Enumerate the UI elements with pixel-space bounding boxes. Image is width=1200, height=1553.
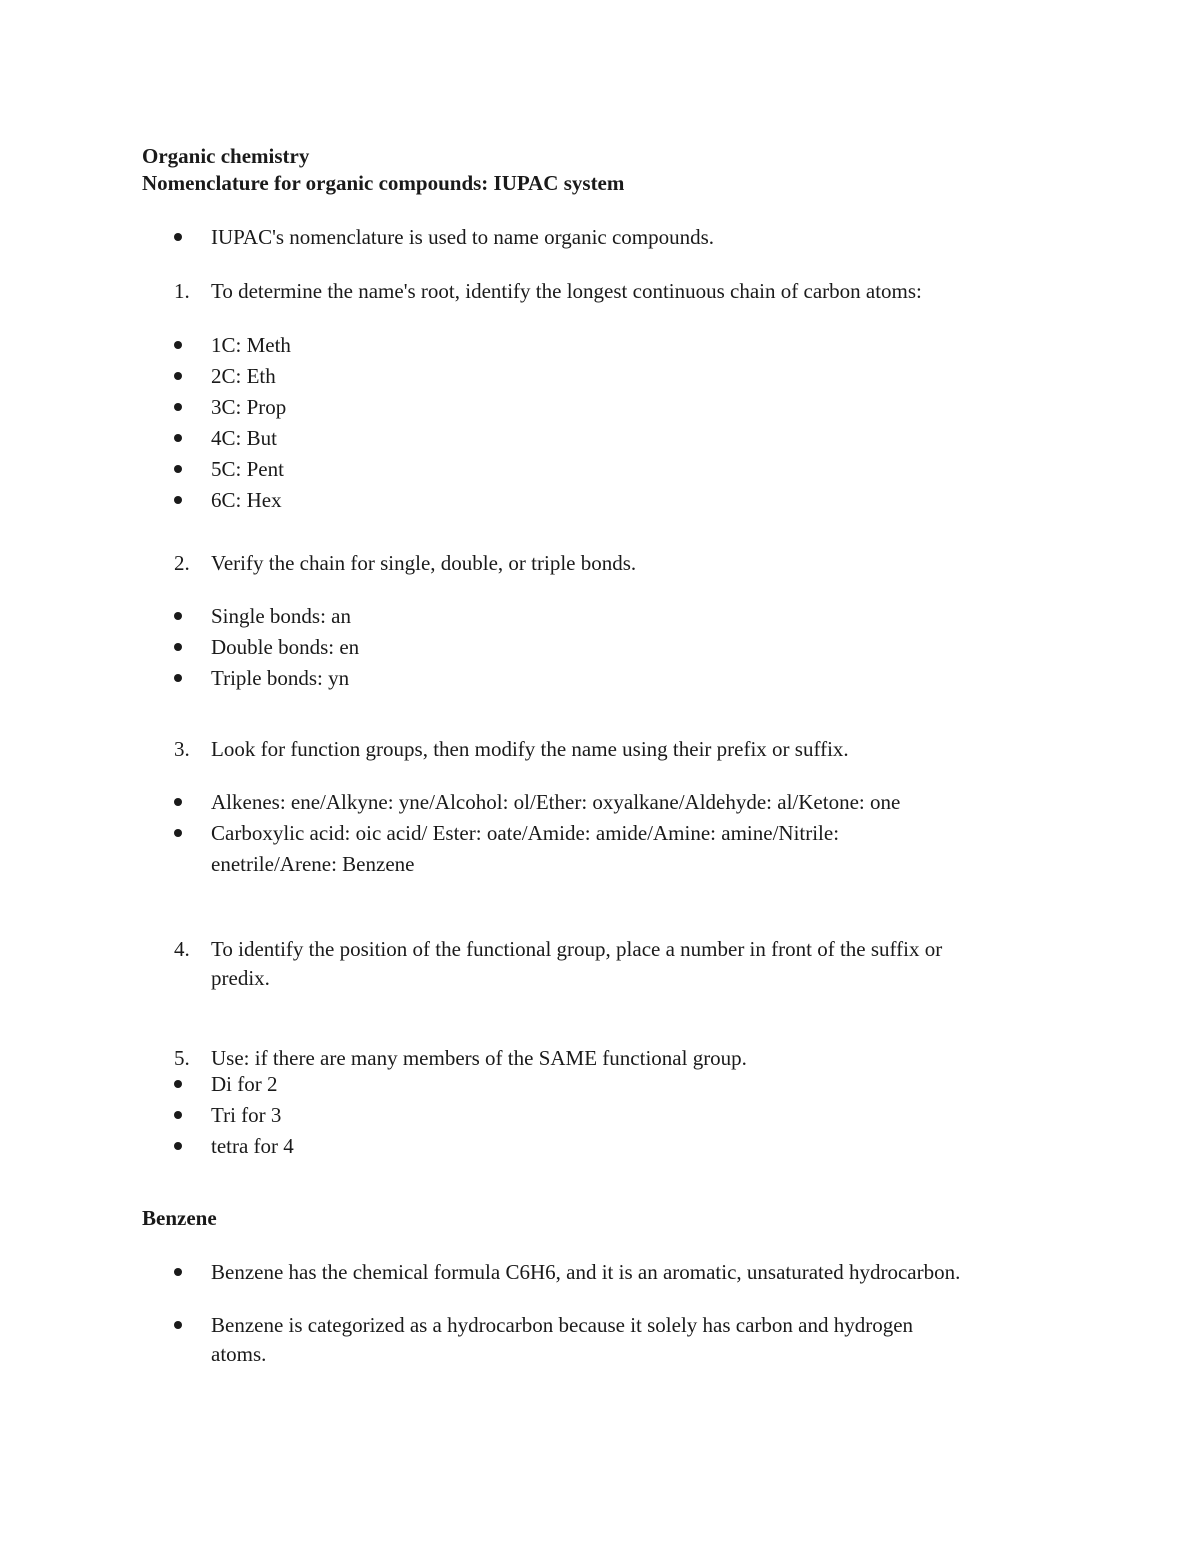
list-item: Benzene has the chemical formula C6H6, and it is an aromatic, unsaturated hydrocarbon.: [211, 1260, 961, 1284]
list-item: Benzene is categorized as a hydrocarbon because it solely has carbon and hydrogen: [211, 1313, 914, 1337]
step-4-text-continuation: predix.: [211, 966, 270, 990]
benzene-heading: Benzene: [142, 1206, 217, 1230]
step-1-text: To determine the name's root, identify the longest continuous chain of carbon atoms:: [211, 279, 922, 303]
list-item: 4C: But: [211, 426, 277, 450]
list-item: 3C: Prop: [211, 395, 287, 419]
step-4-number: 4.: [174, 937, 190, 961]
list-item: Single bonds: an: [211, 604, 351, 628]
bullet-icon: [174, 372, 182, 380]
bullet-icon: [174, 341, 182, 349]
bullet-icon: [174, 674, 182, 682]
list-item: Carboxylic acid: oic acid/ Ester: oate/Amide: amide/Amine: amine/Nitrile:: [211, 821, 840, 845]
list-item: Di for 2: [211, 1072, 278, 1096]
bullet-icon: [174, 434, 182, 442]
step-2-number: 2.: [174, 551, 190, 575]
step-3-number: 3.: [174, 737, 190, 761]
intro-bullet: IUPAC's nomenclature is used to name organic compounds.: [211, 225, 715, 249]
document-subtitle: Nomenclature for organic compounds: IUPAC system: [142, 171, 625, 195]
list-item: Tri for 3: [211, 1103, 282, 1127]
bullet-icon: [174, 798, 182, 806]
list-item-continuation: atoms.: [211, 1342, 267, 1366]
bullet-icon: [174, 829, 182, 837]
list-item: Alkenes: ene/Alkyne: yne/Alcohol: ol/Ether: oxyalkane/Aldehyde: al/Ketone: one: [211, 790, 901, 814]
bullet-icon: [174, 643, 182, 651]
bullet-icon: [174, 1080, 182, 1088]
bullet-icon: [174, 1321, 182, 1329]
document-title: Organic chemistry: [142, 144, 310, 168]
list-item: Triple bonds: yn: [211, 666, 350, 690]
bullet-icon: [174, 496, 182, 504]
list-item: Double bonds: en: [211, 635, 360, 659]
step-1-number: 1.: [174, 279, 190, 303]
bullet-icon: [174, 233, 182, 241]
step-5-text: Use: if there are many members of the SAME functional group.: [211, 1046, 747, 1070]
bullet-icon: [174, 465, 182, 473]
list-item-continuation: enetrile/Arene: Benzene: [211, 852, 415, 876]
step-2-text: Verify the chain for single, double, or triple bonds.: [211, 551, 637, 575]
bullet-icon: [174, 612, 182, 620]
bullet-icon: [174, 403, 182, 411]
bullet-icon: [174, 1111, 182, 1119]
list-item: 5C: Pent: [211, 457, 284, 481]
list-item: tetra for 4: [211, 1134, 294, 1158]
step-4-text: To identify the position of the functional group, place a number in front of the suffix or: [211, 937, 943, 961]
step-5-number: 5.: [174, 1046, 190, 1070]
list-item: 1C: Meth: [211, 333, 291, 357]
list-item: 6C: Hex: [211, 488, 282, 512]
step-3-text: Look for function groups, then modify the name using their prefix or suffix.: [211, 737, 849, 761]
bullet-icon: [174, 1268, 182, 1276]
list-item: 2C: Eth: [211, 364, 276, 388]
bullet-icon: [174, 1142, 182, 1150]
